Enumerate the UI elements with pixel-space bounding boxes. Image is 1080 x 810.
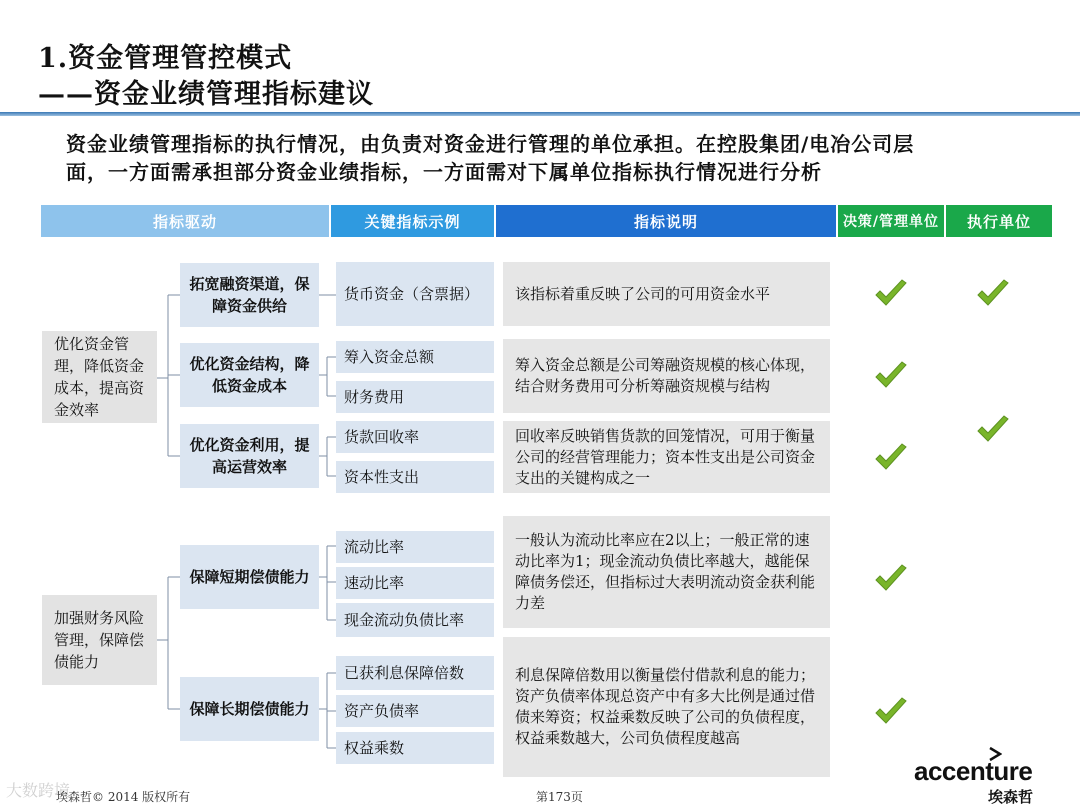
header-driver: 指标驱动: [41, 205, 329, 237]
logo-wordmark: accenture: [914, 756, 1033, 786]
check-icon: [873, 278, 909, 310]
header-kpi: 关键指标示例: [331, 205, 494, 237]
kpi-box: 速动比率: [336, 567, 494, 599]
sub-driver-box: 保障长期偿债能力: [180, 677, 319, 741]
kpi-box: 资产负债率: [336, 695, 494, 727]
kpi-box: 权益乘数: [336, 732, 494, 764]
description-box: 筹入资金总额是公司筹融资规模的核心体现，结合财务费用可分析筹融资规模与结构: [503, 339, 830, 413]
kpi-box: 已获利息保障倍数: [336, 656, 494, 690]
check-icon: [975, 414, 1011, 446]
kpi-box: 财务费用: [336, 381, 494, 413]
check-icon: [873, 360, 909, 392]
sub-driver-box: 保障短期偿债能力: [180, 545, 319, 609]
kpi-box: 流动比率: [336, 531, 494, 563]
driver-box-2: 加强财务风险管理，保障偿债能力: [42, 595, 157, 685]
kpi-box: 货款回收率: [336, 421, 494, 453]
check-icon: [873, 696, 909, 728]
watermark: 大数跨境: [6, 781, 71, 800]
intro-paragraph: 资金业绩管理指标的执行情况，由负责对资金进行管理的单位承担。在控股集团/电冶公司层面，一方面需承担部分资金业绩指标，一方面需对下属单位指标执行情况进行分析: [66, 132, 915, 184]
copyright-text: 埃森哲© 2014 版权所有: [56, 790, 191, 804]
description-box: 回收率反映销售货款的回笼情况，可用于衡量公司的经营管理能力；资本性支出是公司资金支出的关键构成之一: [503, 421, 830, 493]
kpi-box: 货币资金（含票据）: [336, 262, 494, 326]
description-box: 该指标着重反映了公司的可用资金水平: [503, 262, 830, 326]
check-icon: [975, 278, 1011, 310]
page-number: 第173页: [536, 790, 583, 804]
header-decision: 决策/管理单位: [838, 205, 944, 237]
check-icon: [873, 442, 909, 474]
logo-chinese: 埃森哲: [988, 788, 1034, 806]
slide-subtitle: ——资金业绩管理指标建议: [38, 79, 374, 110]
header-exec: 执行单位: [946, 205, 1052, 237]
slide-title: 1.资金管理管控模式: [38, 43, 293, 74]
header-desc: 指标说明: [496, 205, 836, 237]
title-divider: [0, 112, 1080, 116]
kpi-box: 筹入资金总额: [336, 341, 494, 373]
driver-box-1: 优化资金管理，降低资金成本，提高资金效率: [42, 331, 157, 423]
kpi-box: 现金流动负债比率: [336, 603, 494, 637]
description-box: 利息保障倍数用以衡量偿付借款利息的能力；资产负债率体现总资产中有多大比例是通过借债来筹资；权益乘数反映了公司的负债程度，权益乘数越大，公司负债程度越高: [503, 637, 830, 777]
description-box: 一般认为流动比率应在2以上；一般正常的速动比率为1；现金流动负债比率越大，越能保障债务偿还，但指标过大表明流动资金获利能力差: [503, 516, 830, 628]
sub-driver-box: 拓宽融资渠道，保障资金供给: [180, 263, 319, 327]
check-icon: [873, 563, 909, 595]
kpi-box: 资本性支出: [336, 461, 494, 493]
sub-driver-box: 优化资金利用，提高运营效率: [180, 424, 319, 488]
sub-driver-box: 优化资金结构，降低资金成本: [180, 343, 319, 407]
